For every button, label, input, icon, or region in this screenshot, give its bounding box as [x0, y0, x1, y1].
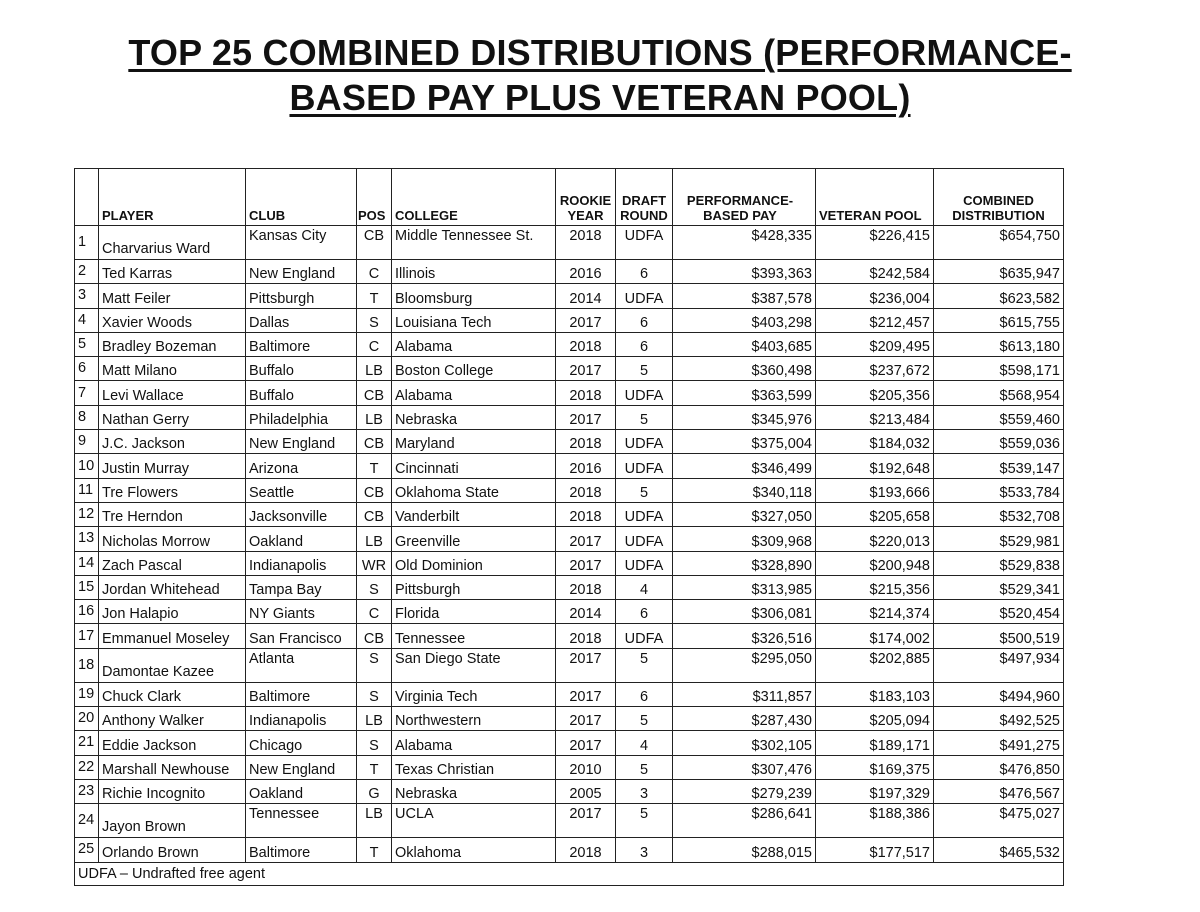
cell-combined: $500,519	[934, 624, 1064, 648]
cell-rank: 18	[75, 648, 99, 682]
cell-combined: $529,838	[934, 551, 1064, 575]
cell-college: Alabama	[392, 731, 556, 755]
cell-veteran-pool: $169,375	[816, 755, 934, 779]
cell-college: Nebraska	[392, 405, 556, 429]
cell-club: Philadelphia	[246, 405, 357, 429]
cell-college: Oklahoma State	[392, 478, 556, 502]
header-draft-round: DRAFT ROUND	[616, 169, 673, 226]
cell-rookie-year: 2018	[556, 838, 616, 862]
cell-rookie-year: 2014	[556, 600, 616, 624]
table-row	[75, 731, 1064, 755]
cell-college: Illinois	[392, 260, 556, 284]
cell-performance-pay: $313,985	[673, 575, 816, 599]
cell-pos: S	[357, 575, 392, 599]
table-body	[75, 226, 1064, 863]
cell-performance-pay: $346,499	[673, 454, 816, 478]
cell-rank: 17	[75, 624, 99, 648]
cell-college: Louisiana Tech	[392, 308, 556, 332]
cell-player: Matt Milano	[99, 357, 246, 381]
cell-player: Jordan Whitehead	[99, 575, 246, 599]
cell-rank: 16	[75, 600, 99, 624]
cell-player: Emmanuel Moseley	[99, 624, 246, 648]
cell-draft-round: UDFA	[616, 454, 673, 478]
cell-player: Bradley Bozeman	[99, 332, 246, 356]
cell-draft-round: 6	[616, 332, 673, 356]
cell-performance-pay: $393,363	[673, 260, 816, 284]
cell-club: NY Giants	[246, 600, 357, 624]
cell-veteran-pool: $236,004	[816, 284, 934, 308]
cell-draft-round: 3	[616, 779, 673, 803]
table-row	[75, 381, 1064, 405]
cell-player: J.C. Jackson	[99, 430, 246, 454]
cell-performance-pay: $403,298	[673, 308, 816, 332]
cell-club: Baltimore	[246, 838, 357, 862]
cell-player: Anthony Walker	[99, 707, 246, 731]
header-row	[75, 169, 1064, 226]
cell-performance-pay: $360,498	[673, 357, 816, 381]
cell-draft-round: 5	[616, 478, 673, 502]
cell-rank: 4	[75, 308, 99, 332]
cell-performance-pay: $345,976	[673, 405, 816, 429]
cell-rank: 2	[75, 260, 99, 284]
cell-player: Nicholas Morrow	[99, 527, 246, 551]
cell-college: Northwestern	[392, 707, 556, 731]
cell-combined: $539,147	[934, 454, 1064, 478]
cell-pos: S	[357, 308, 392, 332]
cell-college: Virginia Tech	[392, 682, 556, 706]
cell-performance-pay: $375,004	[673, 430, 816, 454]
cell-combined: $492,525	[934, 707, 1064, 731]
cell-rank: 3	[75, 284, 99, 308]
cell-performance-pay: $328,890	[673, 551, 816, 575]
cell-veteran-pool: $174,002	[816, 624, 934, 648]
cell-rookie-year: 2017	[556, 551, 616, 575]
cell-rookie-year: 2018	[556, 332, 616, 356]
cell-rank: 10	[75, 454, 99, 478]
cell-combined: $529,341	[934, 575, 1064, 599]
cell-combined: $654,750	[934, 226, 1064, 260]
cell-rank: 9	[75, 430, 99, 454]
cell-rank: 22	[75, 755, 99, 779]
cell-player: Levi Wallace	[99, 381, 246, 405]
cell-combined: $559,460	[934, 405, 1064, 429]
cell-rookie-year: 2017	[556, 804, 616, 838]
cell-rookie-year: 2018	[556, 624, 616, 648]
cell-rank: 6	[75, 357, 99, 381]
cell-pos: LB	[357, 804, 392, 838]
cell-draft-round: UDFA	[616, 502, 673, 526]
cell-veteran-pool: $192,648	[816, 454, 934, 478]
cell-player: Eddie Jackson	[99, 731, 246, 755]
cell-pos: CB	[357, 226, 392, 260]
cell-veteran-pool: $189,171	[816, 731, 934, 755]
cell-combined: $475,027	[934, 804, 1064, 838]
cell-veteran-pool: $188,386	[816, 804, 934, 838]
cell-combined: $532,708	[934, 502, 1064, 526]
cell-rank: 23	[75, 779, 99, 803]
cell-college: Alabama	[392, 381, 556, 405]
cell-rank: 12	[75, 502, 99, 526]
cell-college: UCLA	[392, 804, 556, 838]
cell-performance-pay: $403,685	[673, 332, 816, 356]
cell-club: Atlanta	[246, 648, 357, 682]
page-title	[60, 30, 1140, 120]
cell-club: Tampa Bay	[246, 575, 357, 599]
header-pos: POS	[357, 169, 392, 226]
cell-performance-pay: $387,578	[673, 284, 816, 308]
header-college: COLLEGE	[392, 169, 556, 226]
cell-rank: 8	[75, 405, 99, 429]
cell-rookie-year: 2014	[556, 284, 616, 308]
cell-performance-pay: $287,430	[673, 707, 816, 731]
cell-rank: 7	[75, 381, 99, 405]
cell-pos: S	[357, 731, 392, 755]
cell-player: Orlando Brown	[99, 838, 246, 862]
cell-college: Alabama	[392, 332, 556, 356]
cell-pos: CB	[357, 381, 392, 405]
cell-rookie-year: 2018	[556, 430, 616, 454]
table-row	[75, 600, 1064, 624]
cell-performance-pay: $340,118	[673, 478, 816, 502]
table-row	[75, 838, 1064, 862]
cell-player: Charvarius Ward	[99, 226, 246, 260]
cell-college: Pittsburgh	[392, 575, 556, 599]
cell-draft-round: 4	[616, 575, 673, 599]
cell-veteran-pool: $202,885	[816, 648, 934, 682]
cell-performance-pay: $288,015	[673, 838, 816, 862]
cell-draft-round: UDFA	[616, 551, 673, 575]
cell-pos: LB	[357, 707, 392, 731]
table-row	[75, 551, 1064, 575]
cell-performance-pay: $428,335	[673, 226, 816, 260]
cell-veteran-pool: $183,103	[816, 682, 934, 706]
cell-veteran-pool: $226,415	[816, 226, 934, 260]
cell-draft-round: 5	[616, 648, 673, 682]
cell-pos: LB	[357, 527, 392, 551]
table-row	[75, 405, 1064, 429]
cell-draft-round: 6	[616, 600, 673, 624]
cell-draft-round: UDFA	[616, 624, 673, 648]
cell-college: Nebraska	[392, 779, 556, 803]
cell-performance-pay: $279,239	[673, 779, 816, 803]
cell-rank: 11	[75, 478, 99, 502]
cell-pos: LB	[357, 357, 392, 381]
table-row	[75, 357, 1064, 381]
cell-club: Baltimore	[246, 682, 357, 706]
cell-draft-round: 6	[616, 682, 673, 706]
footnote: UDFA – Undrafted free agent	[75, 862, 1064, 885]
cell-rookie-year: 2017	[556, 682, 616, 706]
cell-club: New England	[246, 430, 357, 454]
table-row	[75, 226, 1064, 260]
cell-rookie-year: 2018	[556, 502, 616, 526]
cell-rookie-year: 2018	[556, 226, 616, 260]
title-line-1: TOP 25 COMBINED DISTRIBUTIONS (PERFORMANCE-	[128, 32, 1072, 73]
cell-college: Texas Christian	[392, 755, 556, 779]
cell-college: Greenville	[392, 527, 556, 551]
cell-rookie-year: 2017	[556, 707, 616, 731]
cell-club: Indianapolis	[246, 551, 357, 575]
cell-veteran-pool: $193,666	[816, 478, 934, 502]
table-row	[75, 755, 1064, 779]
header-club: CLUB	[246, 169, 357, 226]
cell-rookie-year: 2018	[556, 381, 616, 405]
cell-player: Tre Herndon	[99, 502, 246, 526]
cell-pos: S	[357, 648, 392, 682]
cell-pos: LB	[357, 405, 392, 429]
cell-veteran-pool: $197,329	[816, 779, 934, 803]
cell-rank: 1	[75, 226, 99, 260]
table-row	[75, 779, 1064, 803]
table-row	[75, 260, 1064, 284]
cell-performance-pay: $326,516	[673, 624, 816, 648]
cell-performance-pay: $286,641	[673, 804, 816, 838]
cell-rookie-year: 2005	[556, 779, 616, 803]
table-row	[75, 624, 1064, 648]
cell-rank: 15	[75, 575, 99, 599]
cell-veteran-pool: $177,517	[816, 838, 934, 862]
cell-pos: C	[357, 260, 392, 284]
cell-veteran-pool: $205,658	[816, 502, 934, 526]
cell-veteran-pool: $214,374	[816, 600, 934, 624]
header-veteran-pool: VETERAN POOL	[816, 169, 934, 226]
cell-draft-round: UDFA	[616, 284, 673, 308]
cell-club: Buffalo	[246, 357, 357, 381]
cell-performance-pay: $306,081	[673, 600, 816, 624]
table-row	[75, 478, 1064, 502]
cell-club: Seattle	[246, 478, 357, 502]
cell-club: Buffalo	[246, 381, 357, 405]
cell-player: Damontae Kazee	[99, 648, 246, 682]
cell-combined: $476,567	[934, 779, 1064, 803]
cell-college: Middle Tennessee St.	[392, 226, 556, 260]
table-row	[75, 682, 1064, 706]
cell-pos: CB	[357, 478, 392, 502]
header-performance-pay: PERFORMANCE-BASED PAY	[673, 169, 816, 226]
cell-combined: $497,934	[934, 648, 1064, 682]
cell-player: Xavier Woods	[99, 308, 246, 332]
cell-performance-pay: $327,050	[673, 502, 816, 526]
cell-performance-pay: $307,476	[673, 755, 816, 779]
cell-pos: T	[357, 838, 392, 862]
cell-college: Bloomsburg	[392, 284, 556, 308]
table-row	[75, 454, 1064, 478]
cell-college: Vanderbilt	[392, 502, 556, 526]
cell-college: Florida	[392, 600, 556, 624]
cell-rookie-year: 2017	[556, 527, 616, 551]
cell-player: Chuck Clark	[99, 682, 246, 706]
table-row	[75, 575, 1064, 599]
cell-veteran-pool: $205,356	[816, 381, 934, 405]
cell-rookie-year: 2016	[556, 260, 616, 284]
cell-pos: C	[357, 600, 392, 624]
cell-combined: $613,180	[934, 332, 1064, 356]
cell-veteran-pool: $205,094	[816, 707, 934, 731]
cell-college: Old Dominion	[392, 551, 556, 575]
cell-draft-round: UDFA	[616, 527, 673, 551]
cell-rookie-year: 2017	[556, 648, 616, 682]
cell-pos: C	[357, 332, 392, 356]
table-row	[75, 804, 1064, 838]
title-line-2: BASED PAY PLUS VETERAN POOL)	[289, 77, 911, 118]
cell-pos: CB	[357, 430, 392, 454]
cell-player: Matt Feiler	[99, 284, 246, 308]
cell-rookie-year: 2018	[556, 575, 616, 599]
cell-veteran-pool: $212,457	[816, 308, 934, 332]
cell-combined: $529,981	[934, 527, 1064, 551]
cell-pos: T	[357, 454, 392, 478]
cell-draft-round: 6	[616, 308, 673, 332]
cell-club: Baltimore	[246, 332, 357, 356]
distribution-table	[74, 168, 1064, 886]
cell-rank: 25	[75, 838, 99, 862]
cell-pos: G	[357, 779, 392, 803]
cell-rookie-year: 2010	[556, 755, 616, 779]
cell-rookie-year: 2017	[556, 357, 616, 381]
cell-club: San Francisco	[246, 624, 357, 648]
cell-draft-round: UDFA	[616, 430, 673, 454]
cell-club: New England	[246, 260, 357, 284]
cell-club: Tennessee	[246, 804, 357, 838]
cell-pos: CB	[357, 624, 392, 648]
cell-player: Richie Incognito	[99, 779, 246, 803]
cell-draft-round: 4	[616, 731, 673, 755]
cell-club: Arizona	[246, 454, 357, 478]
cell-college: San Diego State	[392, 648, 556, 682]
cell-rookie-year: 2017	[556, 731, 616, 755]
cell-combined: $615,755	[934, 308, 1064, 332]
cell-rank: 13	[75, 527, 99, 551]
header-rookie-year: ROOKIE YEAR	[556, 169, 616, 226]
table-row	[75, 648, 1064, 682]
cell-rookie-year: 2016	[556, 454, 616, 478]
cell-college: Maryland	[392, 430, 556, 454]
cell-combined: $598,171	[934, 357, 1064, 381]
cell-club: Jacksonville	[246, 502, 357, 526]
cell-veteran-pool: $184,032	[816, 430, 934, 454]
header-combined: COMBINED DISTRIBUTION	[934, 169, 1064, 226]
cell-rank: 5	[75, 332, 99, 356]
cell-veteran-pool: $242,584	[816, 260, 934, 284]
cell-draft-round: 5	[616, 357, 673, 381]
cell-player: Justin Murray	[99, 454, 246, 478]
cell-player: Nathan Gerry	[99, 405, 246, 429]
cell-club: Kansas City	[246, 226, 357, 260]
cell-veteran-pool: $213,484	[816, 405, 934, 429]
cell-combined: $476,850	[934, 755, 1064, 779]
cell-combined: $494,960	[934, 682, 1064, 706]
table-row	[75, 707, 1064, 731]
cell-combined: $465,532	[934, 838, 1064, 862]
footnote-row	[75, 862, 1064, 885]
cell-draft-round: 5	[616, 405, 673, 429]
cell-veteran-pool: $200,948	[816, 551, 934, 575]
cell-college: Oklahoma	[392, 838, 556, 862]
cell-player: Tre Flowers	[99, 478, 246, 502]
cell-pos: T	[357, 755, 392, 779]
cell-club: Oakland	[246, 779, 357, 803]
cell-club: Pittsburgh	[246, 284, 357, 308]
cell-draft-round: 5	[616, 804, 673, 838]
cell-veteran-pool: $220,013	[816, 527, 934, 551]
cell-combined: $559,036	[934, 430, 1064, 454]
cell-combined: $520,454	[934, 600, 1064, 624]
cell-combined: $491,275	[934, 731, 1064, 755]
cell-rookie-year: 2017	[556, 405, 616, 429]
cell-performance-pay: $302,105	[673, 731, 816, 755]
cell-performance-pay: $363,599	[673, 381, 816, 405]
cell-club: New England	[246, 755, 357, 779]
table-row	[75, 502, 1064, 526]
table-row	[75, 332, 1064, 356]
cell-player: Zach Pascal	[99, 551, 246, 575]
table-row	[75, 308, 1064, 332]
cell-pos: S	[357, 682, 392, 706]
cell-veteran-pool: $215,356	[816, 575, 934, 599]
cell-club: Indianapolis	[246, 707, 357, 731]
cell-performance-pay: $295,050	[673, 648, 816, 682]
table-row	[75, 284, 1064, 308]
cell-combined: $568,954	[934, 381, 1064, 405]
cell-rookie-year: 2018	[556, 478, 616, 502]
cell-pos: T	[357, 284, 392, 308]
cell-performance-pay: $309,968	[673, 527, 816, 551]
header-rank	[75, 169, 99, 226]
cell-college: Cincinnati	[392, 454, 556, 478]
cell-pos: WR	[357, 551, 392, 575]
header-player: PLAYER	[99, 169, 246, 226]
cell-club: Chicago	[246, 731, 357, 755]
table-row	[75, 527, 1064, 551]
cell-draft-round: 3	[616, 838, 673, 862]
cell-rank: 20	[75, 707, 99, 731]
cell-college: Boston College	[392, 357, 556, 381]
cell-performance-pay: $311,857	[673, 682, 816, 706]
cell-rank: 21	[75, 731, 99, 755]
cell-combined: $623,582	[934, 284, 1064, 308]
cell-rank: 19	[75, 682, 99, 706]
cell-rank: 24	[75, 804, 99, 838]
cell-rookie-year: 2017	[556, 308, 616, 332]
cell-club: Oakland	[246, 527, 357, 551]
cell-draft-round: UDFA	[616, 226, 673, 260]
table-row	[75, 430, 1064, 454]
cell-draft-round: 6	[616, 260, 673, 284]
cell-player: Jon Halapio	[99, 600, 246, 624]
cell-player: Jayon Brown	[99, 804, 246, 838]
cell-college: Tennessee	[392, 624, 556, 648]
cell-pos: CB	[357, 502, 392, 526]
cell-player: Marshall Newhouse	[99, 755, 246, 779]
cell-player: Ted Karras	[99, 260, 246, 284]
cell-rank: 14	[75, 551, 99, 575]
cell-draft-round: 5	[616, 707, 673, 731]
cell-veteran-pool: $237,672	[816, 357, 934, 381]
cell-draft-round: UDFA	[616, 381, 673, 405]
cell-club: Dallas	[246, 308, 357, 332]
cell-draft-round: 5	[616, 755, 673, 779]
cell-combined: $533,784	[934, 478, 1064, 502]
cell-veteran-pool: $209,495	[816, 332, 934, 356]
cell-combined: $635,947	[934, 260, 1064, 284]
